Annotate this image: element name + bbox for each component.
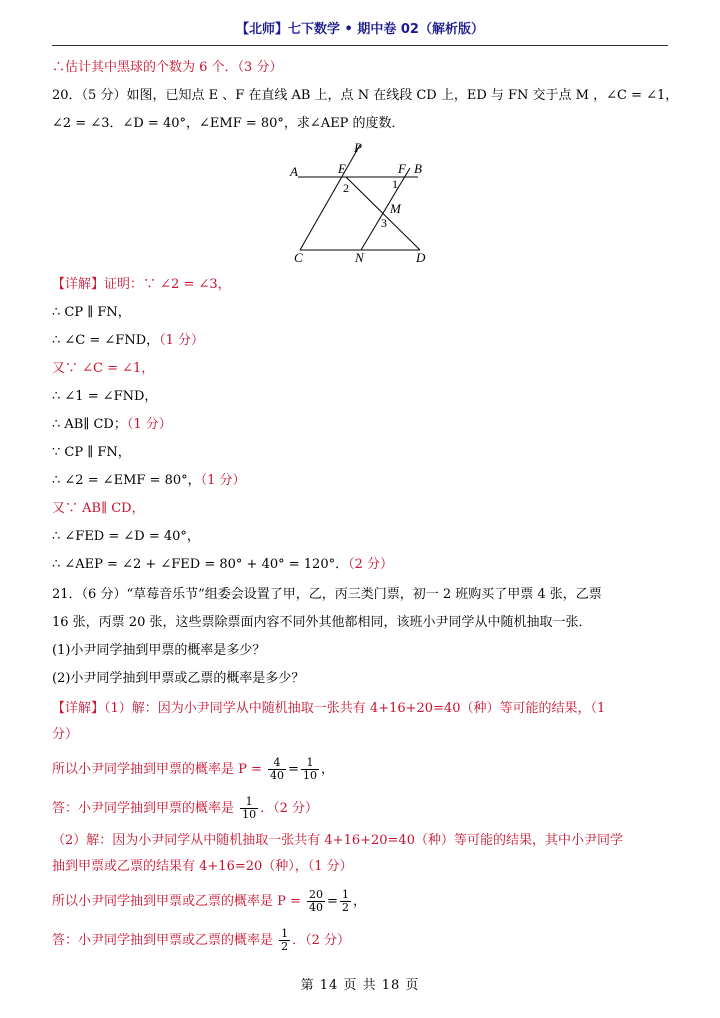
q21-answer1-line2: 分） [52,727,79,742]
q20-solution-line-4: 又∵ ∠C = ∠1， [52,361,155,376]
fraction: $\frac{4}{40}$ [270,756,285,782]
q21-subquestion-2: (2)小尹同学抽到甲票或乙票的概率是多少？ [52,671,305,686]
line-cp [300,145,360,250]
q20-solution-line-6: ∴ AB∥ CD；（1 分） [52,417,172,432]
q20-solution-line-10: ∴ ∠FED = ∠D = 40°， [52,529,200,544]
q21-answer1-conclusion: 答：小尹同学抽到甲票的概率是 $\frac{1}{10}$ ．（2 分） [52,795,319,821]
q20-solution-line-1: 【详解】证明：∵ ∠2 = ∠3， [52,277,231,292]
fraction: $\frac{1}{2}$ [341,888,349,914]
prev-conclusion: ∴估计其中黑球的个数为 6 个．（3 分） [52,60,283,75]
q20-solution-line-8: ∴ ∠2 = ∠EMF = 80°，（1 分） [52,473,246,488]
geometry-diagram [288,140,438,265]
label-b: B [414,161,422,176]
fraction: $\frac{1}{10}$ [242,795,257,821]
q20-solution-line-9: 又∵ AB∥ CD， [52,501,145,516]
q20-solution-line-7: ∵ CP ∥ FN， [52,445,131,460]
angle-label-3: 3 [381,216,387,230]
q21-answer2-probability: 所以小尹同学抽到甲票或乙票的概率是 P = $\frac{20}{40}$ = $\frac{1}{2}$ ， [52,888,366,914]
label-m: M [390,201,401,216]
header-divider [52,45,668,46]
solution-tag: 【详解】 [52,701,105,716]
q20-solution-line-3: ∴ ∠C = ∠FND，（1 分） [52,333,205,348]
angle-label-1: 1 [392,177,398,191]
line-ed [346,177,420,250]
q20-stem-line1: 20．（5 分）如图，已知点 E 、F 在直线 AB 上，点 N 在线段 CD 上，ED 与 FN 交于点 M ，∠C = ∠1， [52,88,679,103]
q21-answer2-conclusion: 答：小尹同学抽到甲票或乙票的概率是 $\frac{1}{2}$ ．（2 分） [52,927,351,953]
q21-answer1-line1: 【详解】（1）解：因为小尹同学从中随机抽取一张共有 4+16+20=40（种）等可能的结果，（1 [52,701,606,716]
q21-subquestion-1: (1)小尹同学抽到甲票的概率是多少？ [52,643,266,658]
q21-answer2-line1: （2）解：因为小尹同学从中随机抽取一张共有 4+16+20=40（种）等可能的结果，其中小尹同学 [52,833,623,848]
label-p: P [354,140,362,155]
score: （2 分） [348,557,393,572]
q21-answer1-probability: 所以小尹同学抽到甲票的概率是 P = $\frac{4}{40}$ = $\frac{1}{10}$ ， [52,756,334,782]
page-header: 【北师】七下数学 • 期中卷 02（解析版） [236,22,484,37]
fraction: $\frac{1}{2}$ [281,927,289,953]
angle-label-2: 2 [343,181,349,195]
label-a: A [290,164,298,179]
label-d: D [416,250,426,265]
label-n: N [355,250,364,265]
label-e: E [338,161,346,176]
fraction: $\frac{1}{10}$ [302,756,317,782]
solution-tag: 【详解】 [52,277,105,292]
q21-answer2-line2: 抽到甲票或乙票的结果有 4+16=20（种），（1 分） [52,859,353,874]
q20-solution-line-11: ∴ ∠AEP = ∠2 + ∠FED = 80° + 40° = 120°．（2 分） [52,557,393,572]
q20-solution-line-2: ∴ CP ∥ FN， [52,305,131,320]
q21-stem-line2: 16 张，丙票 20 张，这些票除票面内容不同外其他都相同，该班小尹同学从中随机抽取一张． [52,615,592,630]
score: （1 分） [159,333,205,348]
q20-solution-line-5: ∴ ∠1 = ∠FND， [52,389,158,404]
fraction: $\frac{20}{40}$ [309,888,324,914]
page-number: 第 14 页 共 18 页 [300,978,420,993]
score: （1 分） [126,417,172,432]
line-fn [361,168,410,250]
label-c: C [294,250,303,265]
label-f: F [398,161,406,176]
q20-stem-line2: ∠2 = ∠3．∠D = 40°，∠EMF = 80°，求∠AEP 的度数． [52,116,405,131]
score: （1 分） [200,473,246,488]
q21-stem-line1: 21．（6 分）“草莓音乐节”组委会设置了甲，乙，丙三类门票，初一 2 班购买了甲票 4 张，乙票 [52,587,602,602]
